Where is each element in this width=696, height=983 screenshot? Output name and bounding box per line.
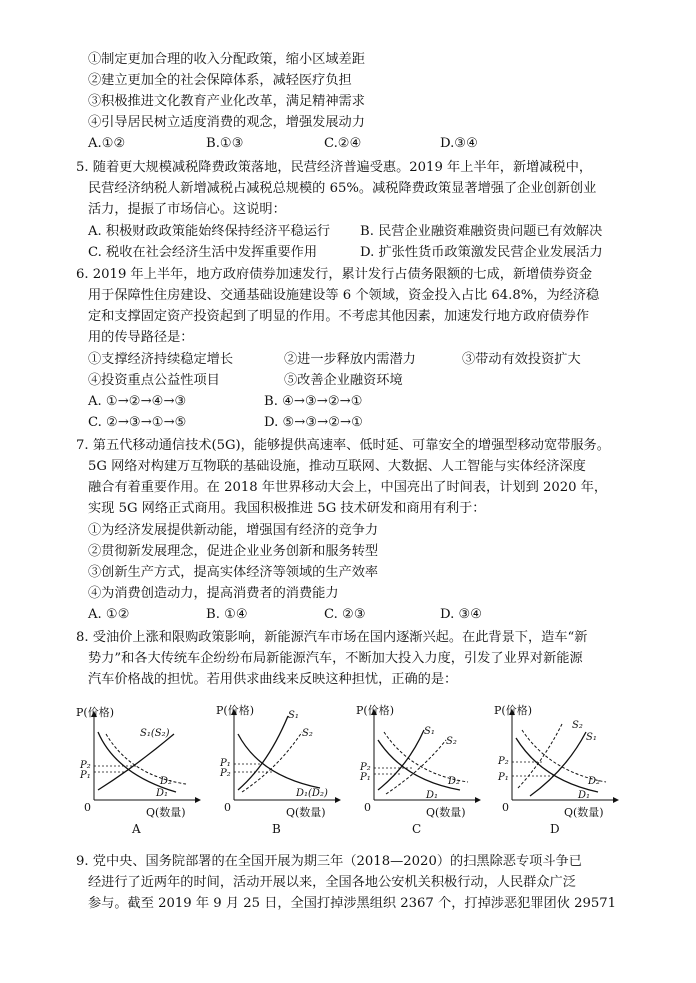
graph-d-label-p2: P₂ [498,756,509,767]
graph-d-letter: D [550,822,560,836]
q6-option-c[interactable]: C. ②→③→①→⑤ [88,415,187,430]
q8-graph-b[interactable] [216,704,346,844]
graph-c-label-d2: D₂ [448,776,461,787]
q6-stem-line-3: 定和支撑固定资产投资起到了明显的作用。不考虑其他因素，加速发行地方政府债券作 [88,309,590,324]
q4-option-b[interactable]: B.①③ [206,136,244,151]
q7-options [88,605,588,625]
graph-b-origin: 0 [224,801,231,814]
q7-item-2: ②贯彻新发展理念，促进企业业务创新和服务转型 [88,544,379,559]
graph-a-letter: A [132,822,141,836]
q8-stem-line-3: 汽车价格战的担忧。若用供求曲线来反映这种担忧，正确的是： [88,672,458,687]
graph-c-origin: 0 [364,801,371,814]
graph-c-label-s1: S₁ [424,726,435,737]
graph-c-label-p2: P₂ [360,762,371,773]
graph-d-label-d1: D₁ [578,790,591,801]
q7-item-4: ④为消费创造动力，提高消费者的消费能力 [88,586,339,601]
q5-option-b[interactable]: B. 民营企业融资难融资贵问题已有效解决 [360,224,603,239]
q6-item-2: ②进一步释放内需潜力 [284,352,416,367]
q7-item-1: ①为经济发展提供新动能，增强国有经济的竞争力 [88,523,379,538]
q8-stem-line-2: 势力”和各大传统车企纷纷布局新能源汽车，不断加大投入力度，引发了业界对新能源 [88,651,583,666]
graph-c-label-d1: D₁ [426,790,439,801]
q5-option-d[interactable]: D. 扩张性货币政策激发民营企业发展活力 [360,245,603,260]
graph-d-x-axis: Q(数量) [564,806,604,819]
q6-items-row-1 [88,350,628,370]
graph-c-letter: C [412,822,422,836]
graph-d-label-p1: P₁ [498,772,509,783]
q9-stem-line-3: 参与。截至 2019 年 9 月 25 日，全国打掉涉黑组织 2367 个，打掉涉恶犯罪团伙 29571 [88,896,617,911]
q6-options-row-2 [88,413,628,433]
graph-a-label-d2: D₂ [160,776,173,787]
q9-stem-line-1: 9. 党中央、国务院部署的在全国开展为期三年（2018—2020）的扫黑除恶专项斗争已 [76,854,582,869]
q6-item-4: ④投资重点公益性项目 [88,373,220,388]
graph-b-y-axis: P(价格) [216,704,254,717]
graph-b-label-p2: P₂ [220,768,231,779]
q6-option-b[interactable]: B. ④→③→②→① [264,394,363,409]
q4-option-d[interactable]: D.③④ [440,136,478,151]
q8-stem-line-1: 8. 受油价上涨和限购政策影响，新能源汽车市场在国内逐渐兴起。在此背景下，造车“新 [76,630,588,645]
graph-d-origin: 0 [502,801,509,814]
graph-a-x-axis: Q(数量) [146,806,186,819]
q5-stem-line-3: 活力，提振了市场信心。这说明： [88,202,286,217]
q7-option-c[interactable]: C. ②③ [324,607,366,622]
graph-a-label-p2: P₂ [80,760,91,771]
q6-stem-line-1: 6. 2019 年上半年，地方政府债券加速发行，累计发行占债务限额的七成，新增债券资金 [76,267,593,282]
q7-option-a[interactable]: A. ①② [88,607,130,622]
q8-graph-c[interactable] [356,704,486,844]
q4-option-c[interactable]: C.②④ [324,136,362,151]
graph-a-label-d1: D₁ [156,788,169,799]
q5-options-row-2 [88,243,628,263]
q9-stem-line-2: 经进行了近两年的时间，活动开展以来，全国各地公安机关积极行动，人民群众广泛 [88,875,576,890]
graph-a-y-axis: P(价格) [76,706,114,719]
q6-item-5: ⑤改善企业融资环境 [284,373,403,388]
q7-option-d[interactable]: D. ③④ [440,607,483,622]
graph-b-label-s1: S₁ [288,710,299,721]
q7-stem-line-4: 实现 5G 网络正式商用。我国积极推进 5G 技术研发和商用有利于： [88,501,486,516]
graph-b-label-d: D₁(D₂) [296,788,328,799]
q6-items-row-2 [88,371,628,391]
graph-a-label-p1: P₁ [80,770,91,781]
q6-item-3: ③带动有效投资扩大 [462,352,581,367]
graph-c-y-axis: P(价格) [356,704,394,717]
graph-b-label-p1: P₁ [220,758,231,769]
q6-option-a[interactable]: A. ①→②→④→③ [88,394,187,409]
q5-option-a[interactable]: A. 积极财政政策能始终保持经济平稳运行 [88,224,331,239]
q4-options [88,134,588,154]
q7-option-b[interactable]: B. ①④ [206,607,248,622]
graph-a-label-s: S₁(S₂) [140,728,170,739]
graph-d-label-s1: S₁ [586,732,597,743]
graph-c-x-axis: Q(数量) [426,806,466,819]
q4-item-2: ②建立更加全的社会保障体系，减轻医疗负担 [88,73,352,88]
graph-c-label-s2: S₂ [446,736,457,747]
q6-option-d[interactable]: D. ⑤→③→②→① [264,415,363,430]
graph-a-origin: 0 [84,801,91,814]
graph-b-label-s2: S₂ [302,728,313,739]
graph-b-x-axis: Q(数量) [286,806,326,819]
graph-b-letter: B [272,822,281,836]
q6-options-row-1 [88,392,628,412]
q5-stem-line-2: 民营经济纳税人新增减税占减税总规模的 65%。减税降费政策显著增强了企业创新创业 [88,181,597,196]
q7-stem-line-2: 5G 网络对构建万互物联的基础设施，推动互联网、大数据、人工智能与实体经济深度 [88,459,586,474]
q4-item-1: ①制定更加合理的收入分配政策，缩小区域差距 [88,52,365,67]
graph-c-label-p1: P₁ [360,772,371,783]
q8-graph-a[interactable] [76,704,206,844]
q4-option-a[interactable]: A.①② [88,136,126,151]
q6-item-1: ①支撑经济持续稳定增长 [88,352,234,367]
q4-item-4: ④引导居民树立适度消费的观念，增强发展动力 [88,115,365,130]
q6-stem-line-4: 用的传导路径是： [88,330,194,345]
graph-d-label-s2: S₂ [572,720,583,731]
q6-stem-line-2: 用于保障性住房建设、交通基础设施建设等 6 个领域，资金投入占比 64.8%，为经济稳 [88,288,600,303]
q8-graph-d[interactable] [494,704,624,844]
q5-stem-line-1: 5. 随着更大规模减税降费政策落地，民营经济普遍受惠。2019 年上半年，新增减税中， [76,160,593,175]
q7-stem-line-1: 7. 第五代移动通信技术(5G)，能够提供高速率、低时延、可靠安全的增强型移动宽带服务。 [76,438,610,453]
q7-item-3: ③创新生产方式，提高实体经济等领域的生产效率 [88,565,379,580]
q5-options-row-1 [88,222,628,242]
q4-item-3: ③积极推进文化教育产业化改革，满足精神需求 [88,94,365,109]
graph-d-label-d2: D₂ [588,776,601,787]
q5-option-c[interactable]: C. 税收在社会经济生活中发挥重要作用 [88,245,318,260]
q7-stem-line-3: 融合有着重要作用。在 2018 年世界移动大会上，中国亮出了时间表，计划到 2020 年， [88,480,608,495]
graph-d-y-axis: P(价格) [494,704,532,717]
